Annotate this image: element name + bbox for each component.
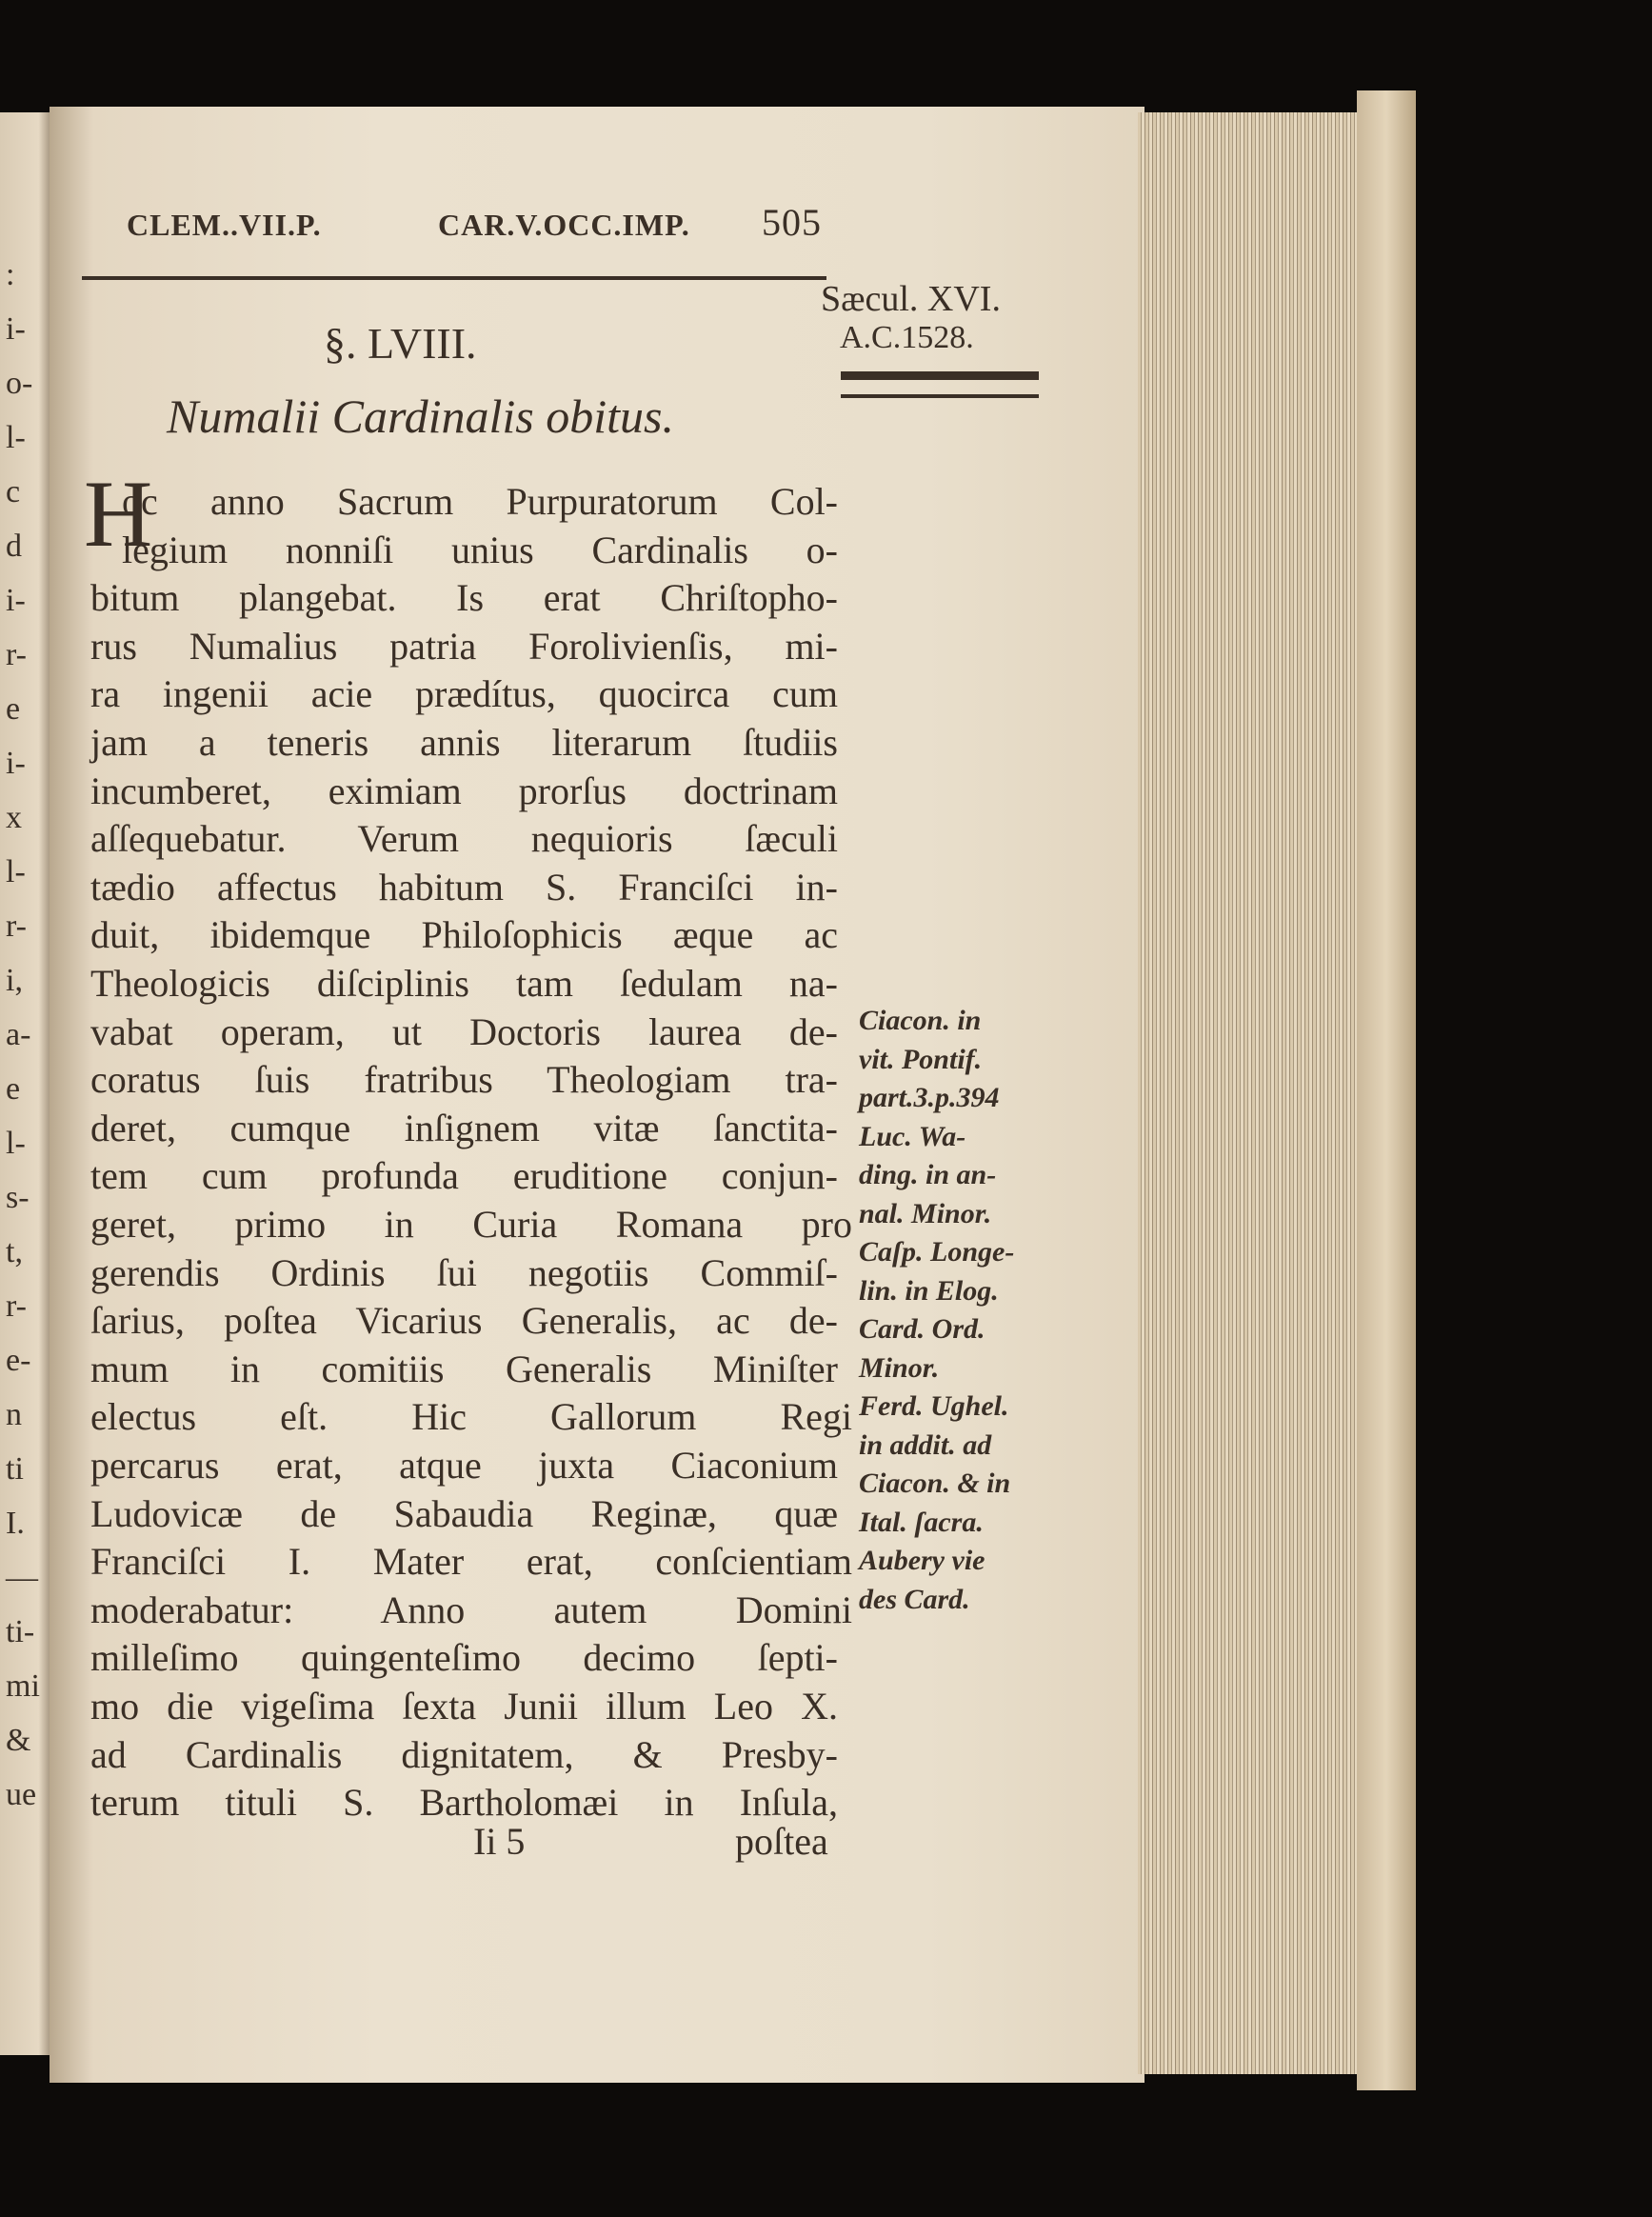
body-line: bitum plangebat. Is erat Chriſtopho- — [90, 576, 838, 620]
left-page-fragment: t, — [6, 1234, 23, 1269]
left-page-fragment: i- — [6, 311, 26, 347]
body-line: ad Cardinalis dignitatem, & Presby- — [90, 1732, 838, 1776]
section-number: §. LVIII. — [324, 319, 477, 368]
body-line: legium nonniſi unius Cardinalis o- — [122, 528, 838, 571]
body-line: gerendis Ordinis ſui negotiis Commiſ- — [90, 1250, 838, 1294]
body-line: Theologicis diſciplinis tam ſedulam na- — [90, 962, 838, 1005]
year-note: A.C.1528. — [840, 320, 974, 355]
margin-note-line: Ciacon. in — [859, 1005, 982, 1036]
left-page-fragment: : — [6, 257, 15, 292]
margin-note-line: Luc. Wa- — [859, 1120, 966, 1152]
left-page-fragment: l- — [6, 420, 26, 455]
running-head-left: CLEM..VII.P. — [127, 208, 322, 242]
body-line: Franciſci I. Mater erat, conſcientiam — [90, 1540, 852, 1584]
section-title: Numalii Cardinalis obitus. — [167, 389, 674, 443]
body-line: deret, cumque inſignem vitæ ſanctita- — [90, 1106, 838, 1149]
body-line: duit, ibidemque Philoſophicis æque ac — [90, 913, 838, 957]
side-rule-thick — [841, 371, 1039, 380]
left-page-fragment: l- — [6, 1126, 26, 1161]
left-page-fragment: & — [6, 1723, 31, 1758]
left-page-fragment: o- — [6, 366, 33, 401]
body-line: ra ingenii acie prædítus, quocirca cum — [90, 672, 838, 716]
left-page-fragment: i- — [6, 583, 26, 618]
century-note: Sæcul. XVI. — [821, 279, 1001, 319]
margin-note-line: part.3.p.394 — [859, 1082, 1000, 1113]
left-page-fragment: x — [6, 800, 22, 835]
left-page-fragment: ti- — [6, 1614, 35, 1649]
body-line: mum in comitiis Generalis Miniſter — [90, 1347, 838, 1390]
body-line: vabat operam, ut Doctoris laurea de- — [90, 1009, 838, 1053]
margin-note-line: nal. Minor. — [859, 1197, 992, 1229]
left-page-fragment: c — [6, 474, 21, 509]
body-line: jam a teneris annis literarum ſtudiis — [90, 721, 838, 764]
body-line: terum tituli S. Bartholomæi in Inſula, — [90, 1781, 838, 1825]
body-line: oc anno Sacrum Purpuratorum Col- — [122, 480, 838, 523]
margin-note-line: Caſp. Longe- — [859, 1236, 1015, 1268]
body-line: incumberet, eximiam prorſus doctrinam — [90, 769, 838, 812]
body-line: aſſequebatur. Verum nequioris ſæculi — [90, 817, 838, 861]
header-rule — [82, 276, 826, 280]
margin-note-line: lin. in Elog. — [859, 1274, 999, 1307]
left-page-fragment: I. — [6, 1506, 25, 1541]
left-page-fragment: e- — [6, 1343, 31, 1378]
page-number: 505 — [762, 201, 822, 244]
left-page-fragment: r- — [6, 909, 27, 944]
running-head-center: CAR.V.OCC.IMP. — [438, 208, 690, 242]
left-page-fragment: r- — [6, 1288, 27, 1324]
left-page-fragment: i- — [6, 746, 26, 781]
body-line: moderabatur: Anno autem Domini — [90, 1588, 852, 1631]
left-page-fragment: s- — [6, 1180, 30, 1215]
body-line: Ludovicæ de Sabaudia Reginæ, quæ — [90, 1491, 838, 1535]
margin-note-line: Card. Ord. — [859, 1313, 985, 1345]
margin-note-line: Aubery vie — [859, 1545, 985, 1576]
signature-mark: Ii 5 — [473, 1820, 526, 1863]
margin-note-line: Minor. — [859, 1351, 940, 1384]
drop-cap: H — [84, 461, 153, 567]
body-line: tædio affectus habitum S. Franciſci in- — [90, 865, 838, 909]
left-page-fragment: e — [6, 691, 21, 727]
body-line: rus Numalius patria Forolivienſis, mi- — [90, 624, 838, 668]
margin-note-line: Ferd. Ughel. — [859, 1390, 1009, 1422]
left-page-fragment: e — [6, 1071, 21, 1107]
margin-note-line: Ciacon. & in — [859, 1468, 1011, 1499]
body-line: tem cum profunda eruditione conjun- — [90, 1154, 838, 1198]
margin-note-line: des Card. — [859, 1583, 970, 1615]
body-line: percarus erat, atque juxta Ciaconium — [90, 1444, 838, 1487]
left-page-fragment: mi — [6, 1668, 40, 1704]
margin-note-line: vit. Pontif. — [859, 1043, 983, 1075]
left-page-fragment: i, — [6, 963, 23, 998]
left-page-fragment: r- — [6, 637, 27, 672]
body-line: coratus ſuis fratribus Theologiam tra- — [90, 1058, 838, 1102]
book-cover-edge — [1357, 90, 1416, 2090]
body-line: ſarius, poſtea Vicarius Generalis, ac de- — [90, 1299, 838, 1343]
left-page-fragment: l- — [6, 854, 26, 889]
body-line: geret, primo in Curia Romana pro — [90, 1203, 852, 1246]
page-fore-edges — [1138, 112, 1359, 2074]
margin-note-line: ding. in an- — [859, 1159, 997, 1190]
body-line: mo die vigeſima ſexta Junii illum Leo X. — [90, 1685, 838, 1728]
left-page-fragment: a- — [6, 1017, 31, 1052]
left-page-fragment: ti — [6, 1451, 24, 1487]
margin-note-line: in addit. ad — [859, 1428, 992, 1461]
left-page-fragment: — — [6, 1560, 38, 1595]
left-page-fragment: n — [6, 1397, 22, 1432]
left-page-fragment: ue — [6, 1777, 37, 1812]
catchword: poſtea — [735, 1820, 828, 1863]
side-rule-thin — [841, 394, 1039, 398]
body-line: electus eſt. Hic Gallorum Regi — [90, 1395, 852, 1439]
left-page-fragment: d — [6, 529, 22, 564]
margin-note-line: Ital. ſacra. — [859, 1506, 984, 1538]
body-line: milleſimo quingenteſimo decimo ſepti- — [90, 1636, 838, 1680]
